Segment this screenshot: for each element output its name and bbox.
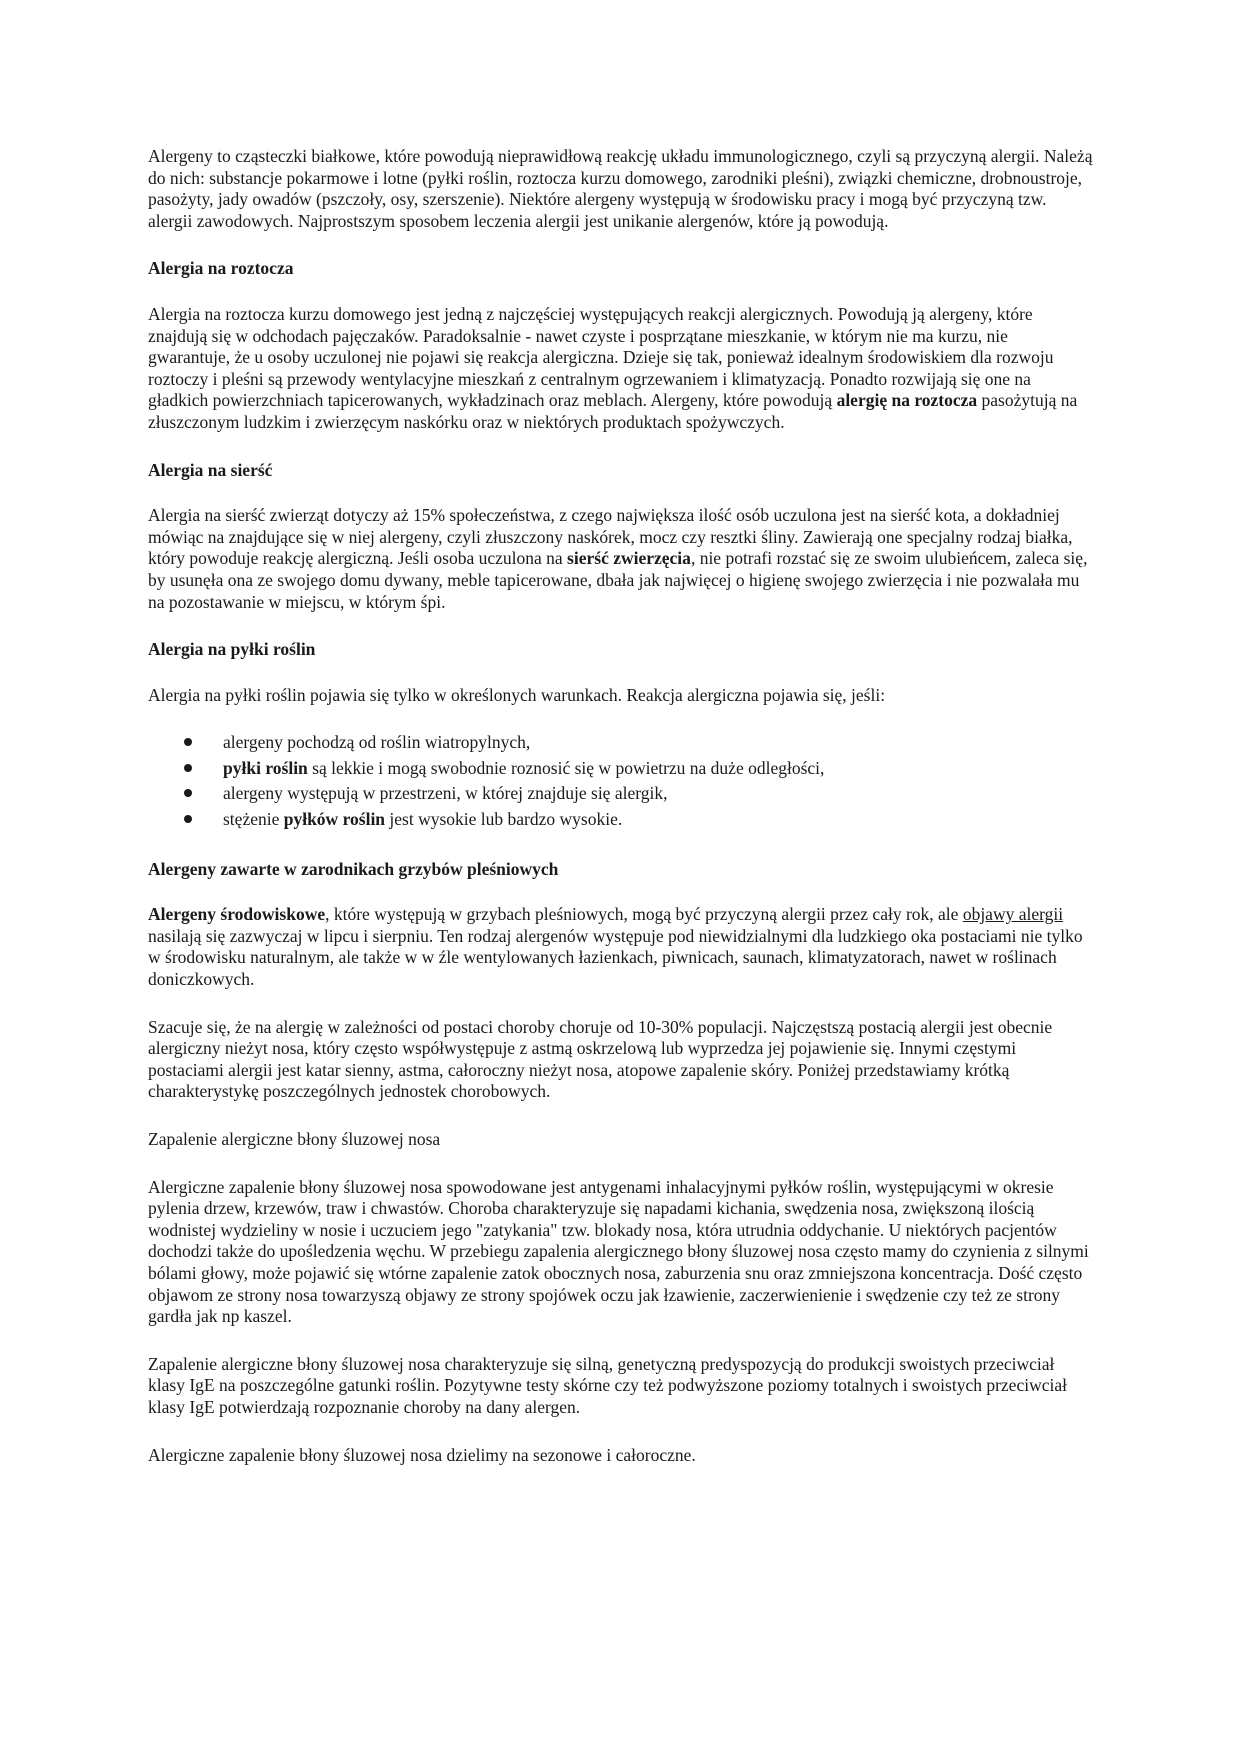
zarodniki-paragraph: [148, 904, 1093, 990]
document-page: [148, 146, 1093, 1466]
bullet-icon: [184, 815, 192, 823]
objawy-alergii-link[interactable]: objawy alergii: [962, 904, 1064, 925]
siersc-text-b: , nie potrafi rozstać się ze swoim ulubieńcem, zaleca się, by usunęła ona ze swojego domu dywany, meble tapicerowane, dbała jak najwięcej o higienę swojego zwierzęcia i nie pozwalała mu na pozostawanie w miejscu, w którym śpi.: [148, 548, 1088, 612]
list-item: alergeny występują w przestrzeni, w której znajduje się alergik,: [184, 783, 1093, 805]
pylki-paragraph: Alergia na pyłki roślin pojawia się tylko w określonych warunkach. Reakcja alergiczna pojawia się, jeśli:: [148, 684, 886, 705]
roztocza-paragraph: [148, 304, 1093, 434]
siersc-bold: sierść zwierzęcia: [567, 548, 691, 569]
heading-roztocza: Alergia na roztocza: [148, 258, 294, 279]
roztocza-bold: alergię na roztocza: [836, 390, 978, 411]
roztocza-text-b: pasożytują na złuszczonym ludzkim i zwierzęcym naskórku oraz w niektórych produktach spożywczych.: [148, 390, 1078, 432]
list-item: stężenie pyłków roślin jest wysokie lub bardzo wysokie.: [184, 809, 1093, 831]
szacuje-paragraph: Szacuje się, że na alergię w zależności od postaci choroby choruje od 10-30% populacji. Najczęstszą postacią alergii jest obecnie alergiczny nieżyt nosa, który często współwystępuje z astmą oskrzelową lub wyprzedza jej pojawienie się. Innymi częstymi postaciami alergii jest katar sienny, astma, całoroczny nieżyt nosa, atopowe zapalenie skóry. Poniżej przedstawiamy krótką charakterystykę poszczególnych jednostek chorobowych.: [148, 1016, 1053, 1102]
siersc-text-a: Alergia na sierść zwierząt dotyczy aż 15% społeczeństwa, z czego największa ilość osób uczulona jest na sierść kota, a dokładniej mówiąc na znajdujące się w niej alergeny, czyli złuszczony naskórek, mocz czy resztki śliny. Zawierają one specjalny rodzaj białka, który powoduje reakcję alergiczną. Jeśli osoba uczulona na: [148, 505, 1073, 569]
heading-zarodniki: Alergeny zawarte w zarodnikach grzybów pleśniowych: [148, 858, 559, 879]
pylki-list: [148, 732, 1093, 830]
zapalenie-paragraph-1: Alergiczne zapalenie błony śluzowej nosa spowodowane jest antygenami inhalacyjnymi pyłków roślin, występującymi w okresie pylenia drzew, krzewów, traw i chwastów. Choroba charakteryzuje się napadami kichania, swędzenia nosa, zwiększoną ilością wodnistej wydzieliny w nosie i uczuciem jego "zatykania" tzw. blokady nosa, która utrudnia oddychanie. U niektórych pacjentów dochodzi także do upośledzenia węchu. W przebiegu zapalenia alergicznego błony śluzowej nosa często mamy do czynienia z silnymi bólami głowy, może pojawić się wtórne zapalenie zatok obocznych nosa, zaburzenia snu oraz zmniejszona koncentracja. Dość często objawom ze strony nosa towarzyszą objawy ze strony spojówek oczu jak łzawienie, zaczerwienienie i swędzenie czy też ze strony gardła jak np kaszel.: [148, 1176, 1089, 1327]
heading-siersc: Alergia na sierść: [148, 459, 273, 480]
heading-zapalenie: Zapalenie alergiczne błony śluzowej nosa: [148, 1129, 441, 1149]
zarodniki-text-b: nasilają się zazwyczaj w lipcu i sierpniu. Ten rodzaj alergenów występuje pod niewidzialnymi dla ludzkiego oka postaciami nie tylko w środowisku naturalnym, ale także w w źle wentylowanych łazienkach, piwnicach, saunach, klimatyzatorach, nawet w roślinach doniczkowych.: [148, 925, 1083, 990]
bullet-icon: [184, 789, 192, 797]
roztocza-text-a: Alergia na roztocza kurzu domowego jest jedną z najczęściej występujących reakcji alergicznych. Powodują ją alergeny, które znajdują się w odchodach pajęczaków. Paradoksalnie - nawet czyste i posprzątane mieszkanie, w którym nie ma kurzu, nie gwarantuje, że u osoby uczulonej nie pojawi się reakcja alergiczna. Dzieje się tak, ponieważ idealnym środowiskiem dla rozwoju roztoczy i pleśni są przewody wentylacyjne mieszkań z centralnym ogrzewaniem i klimatyzacją. Ponadto rozwijają się one na gładkich powierzchniach tapicerowanych, wykładzinach oraz meblach. Alergeny, które powodują: [148, 303, 1054, 411]
zarodniki-text-a: , które występują w grzybach pleśniowych, mogą być przyczyną alergii przez cały rok, ale: [325, 904, 963, 925]
heading-pylki: Alergia na pyłki roślin: [148, 639, 316, 660]
siersc-paragraph: [148, 505, 1093, 613]
list-item: pyłki roślin są lekkie i mogą swobodnie roznosić się w powietrzu na duże odległości,: [184, 758, 1093, 780]
zapalenie-paragraph-3: Alergiczne zapalenie błony śluzowej nosa dzielimy na sezonowe i całoroczne.: [148, 1444, 696, 1465]
intro-paragraph: Alergeny to cząsteczki białkowe, które powodują nieprawidłową reakcję układu immunologicznego, czyli są przyczyną alergii. Należą do nich: substancje pokarmowe i lotne (pyłki roślin, roztocza kurzu domowego, zarodniki pleśni), związki chemiczne, drobnoustroje, pasożyty, jady owadów (pszczoły, osy, szerszenie). Niektóre alergeny występują w środowisku pracy i mogą być przyczyną tzw. alergii zawodowych. Najprostszym sposobem leczenia alergii jest unikanie alergenów, które ją powodują.: [148, 146, 1093, 231]
zapalenie-paragraph-2: Zapalenie alergiczne błony śluzowej nosa charakteryzuje się silną, genetyczną predyspozycją do produkcji swoistych przeciwciał klasy IgE na poszczególne gatunki roślin. Pozytywne testy skórne czy też podwyższone poziomy totalnych i swoistych przeciwciał klasy IgE potwierdzają rozpoznanie choroby na dany alergen.: [148, 1353, 1067, 1417]
list-item: alergeny pochodzą od roślin wiatropylnych,: [184, 732, 1093, 754]
bullet-icon: [184, 738, 192, 746]
zarodniki-bold: Alergeny środowiskowe: [148, 904, 326, 925]
bullet-icon: [184, 764, 192, 772]
